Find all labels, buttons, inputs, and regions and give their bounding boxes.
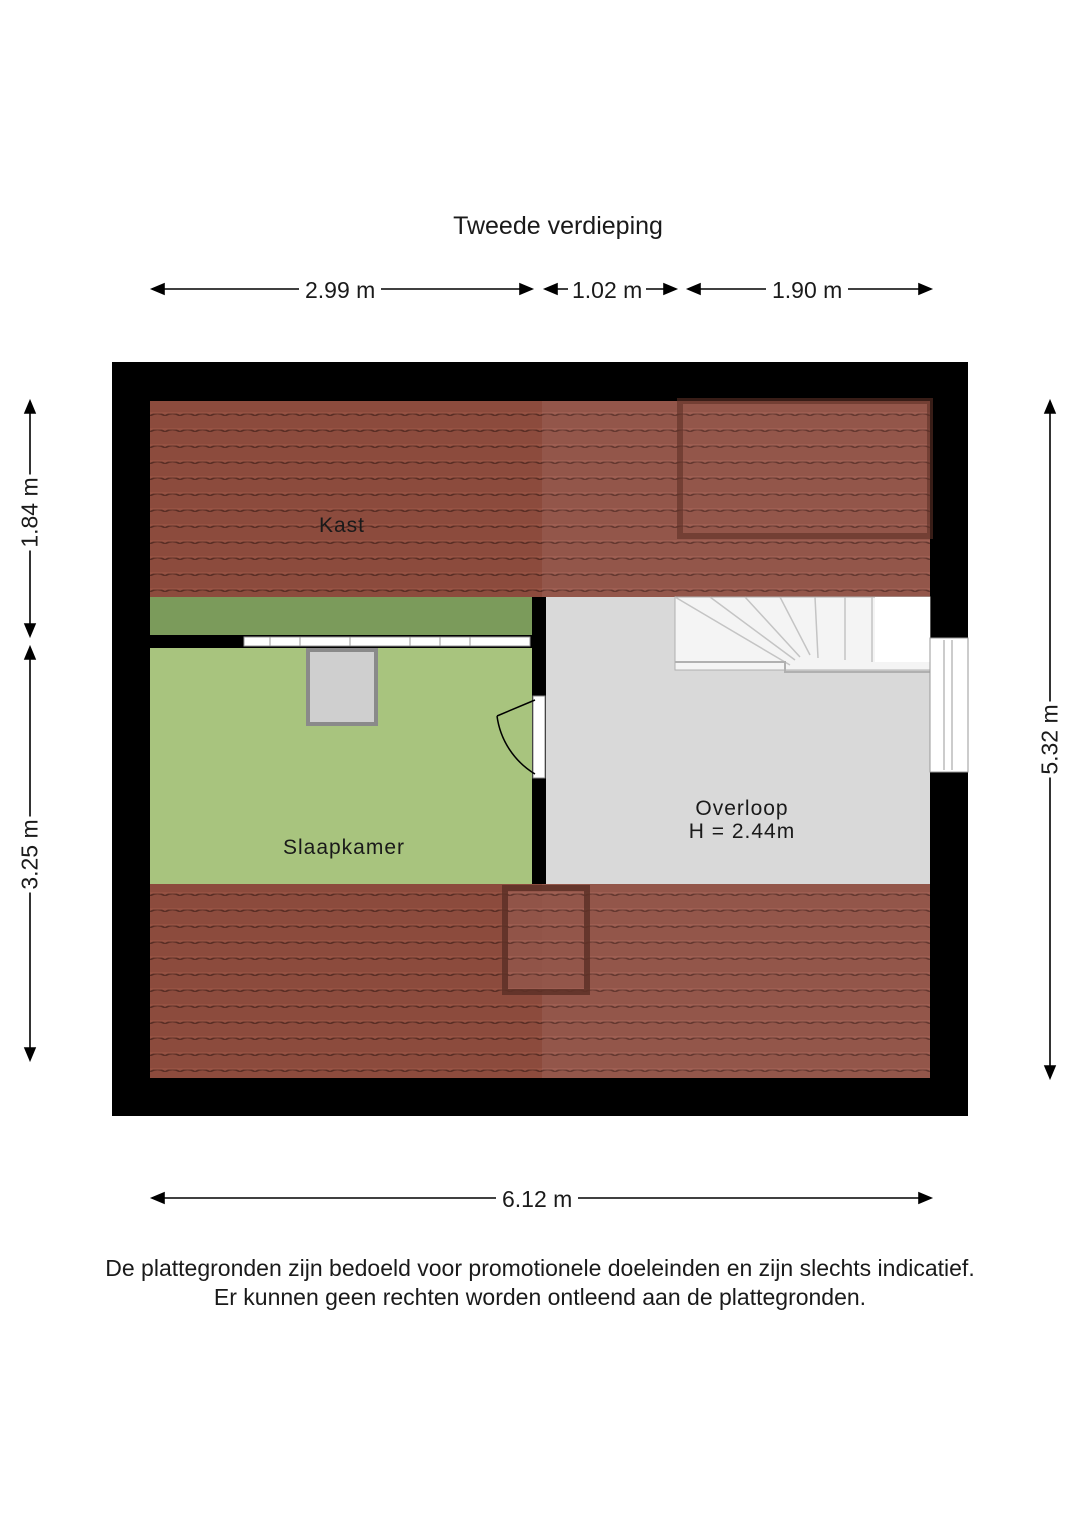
- room-height-overloop: H = 2.44m: [688, 820, 796, 843]
- kast-sliding-door: [244, 637, 530, 646]
- dimension-top-1: 2.99 m: [299, 277, 381, 304]
- room-label-overloop: Overloop: [695, 797, 789, 820]
- disclaimer-line-1: De plattegronden zijn bedoeld voor promotionele doeleinden en zijn slechts indicatief.: [105, 1255, 975, 1281]
- roof-top-right: [542, 401, 930, 597]
- roof-top-left: [150, 401, 542, 597]
- roof-bottom-left: [150, 884, 542, 1078]
- dimension-top-2: 1.02 m: [568, 277, 646, 304]
- door-opening: [533, 696, 545, 778]
- dimension-left-2: 3.25 m: [17, 817, 44, 893]
- dimension-top-3: 1.90 m: [766, 277, 848, 304]
- room-label-slaapkamer: Slaapkamer: [282, 836, 406, 859]
- disclaimer: [0, 1254, 1080, 1312]
- kast-floor: [150, 597, 532, 635]
- dimension-bottom: 6.12 m: [496, 1186, 578, 1213]
- dimension-left-1: 1.84 m: [17, 475, 44, 551]
- room-label-kast: Kast: [318, 514, 366, 537]
- chimney: [505, 888, 587, 992]
- roof-bottom-right: [542, 884, 930, 1078]
- dimension-right: 5.32 m: [1037, 702, 1064, 778]
- page-title: Tweede verdieping: [453, 212, 663, 240]
- disclaimer-line-2: Er kunnen geen rechten worden ontleend aan de plattegronden.: [213, 1284, 867, 1310]
- skylight: [308, 650, 376, 724]
- window: [930, 638, 968, 772]
- staircase: [675, 597, 930, 672]
